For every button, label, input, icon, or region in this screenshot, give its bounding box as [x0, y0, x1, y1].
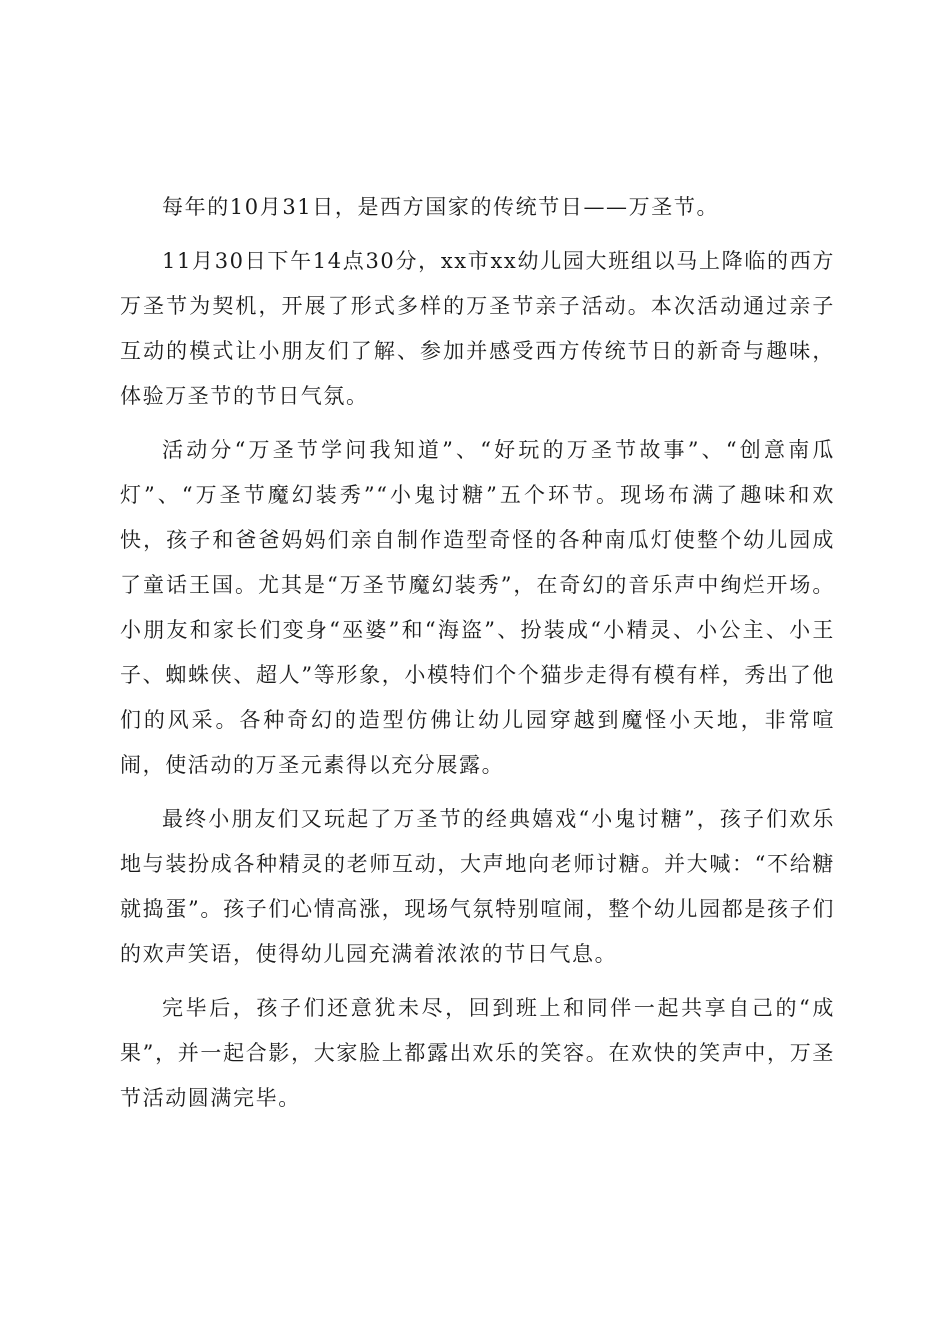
paragraph-event: 11月30日下午14点30分，xx市xx幼儿园大班组以马上降临的西方万圣节为契机，开展了形式多样的万圣节亲子活动。本次活动通过亲子互动的模式让小朋友们了解、参加并感受西方传统节日的新奇与趣味，体验万圣节的节日气氛。 [120, 249, 835, 408]
document-body [120, 185, 835, 1130]
paragraph-activities: 活动分“万圣节学问我知道”、“好玩的万圣节故事”、“创意南瓜灯”、“万圣节魔幻装秀”“小鬼讨糖”五个环节。现场布满了趣味和欢快，孩子和爸爸妈妈们亲自制作造型奇怪的各种南瓜灯使整个幼儿园成了童话王国。尤其是“万圣节魔幻装秀”，在奇幻的音乐声中绚烂开场。小朋友和家长们变身“巫婆”和“海盗”、扮装成“小精灵、小公主、小王子、蜘蛛侠、超人”等形象，小模特们个个猫步走得有模有样，秀出了他们的风采。各种奇幻的造型仿佛让幼儿园穿越到魔怪小天地，非常喧闹，使活动的万圣元素得以充分展露。 [120, 438, 835, 777]
paragraph-trick-or-treat: 最终小朋友们又玩起了万圣节的经典嬉戏“小鬼讨糖”，孩子们欢乐地与装扮成各种精灵的老师互动，大声地向老师讨糖。并大喊：“不给糖就捣蛋”。孩子们心情高涨，现场气氛特别喧闹，整个幼儿园都是孩子们的欢声笑语，使得幼儿园充满着浓浓的节日气息。 [120, 807, 835, 966]
paragraph-conclusion: 完毕后，孩子们还意犹未尽，回到班上和同伴一起共享自己的“成果”，并一起合影，大家脸上都露出欢乐的笑容。在欢快的笑声中，万圣节活动圆满完毕。 [120, 996, 835, 1110]
paragraph-intro: 每年的10月31日，是西方国家的传统节日——万圣节。 [162, 195, 720, 219]
